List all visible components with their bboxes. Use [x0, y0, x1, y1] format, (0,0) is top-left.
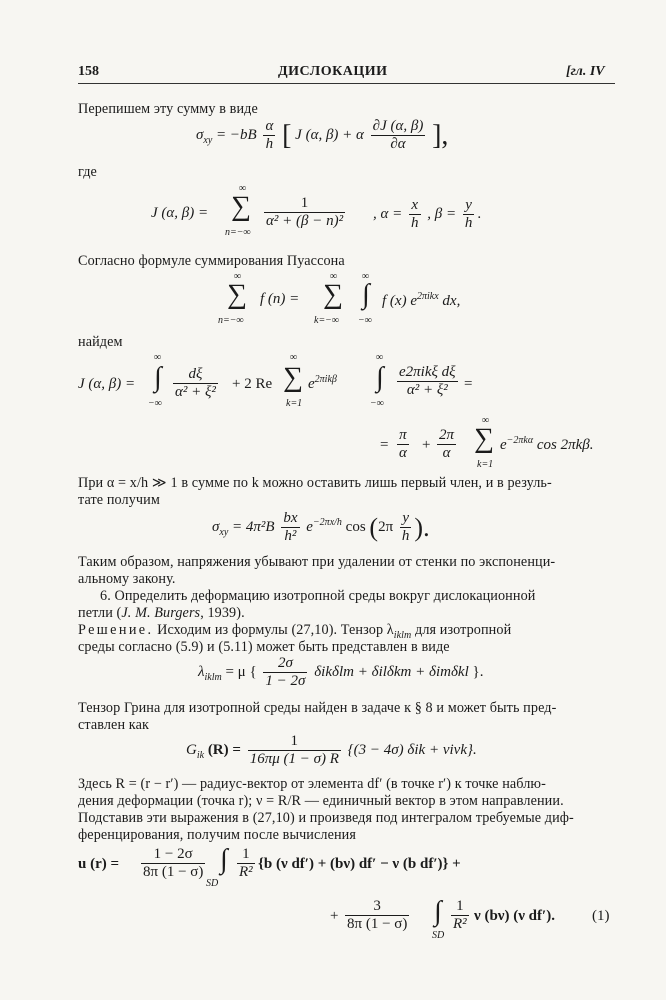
eq1-bracket-open: [ [282, 119, 292, 151]
eq3-sum1-lower: n=−∞ [218, 315, 244, 326]
running-title: ДИСЛОКАЦИИ [278, 64, 388, 79]
eq10-plus: + [330, 908, 339, 924]
problem-6-text-a: петли ( [78, 605, 122, 621]
eq6-exp-base: e [306, 519, 313, 536]
eq4-exp-pow: 2πikβ [314, 374, 337, 385]
eq4-sum-lower: k=1 [286, 398, 303, 409]
paragraph-9-line-1: Тензор Грина для изотропной среды найден в задаче к § 8 и может быть пред- [78, 700, 557, 716]
eq1-deriv-num: ∂J (α, β) [371, 118, 426, 136]
eq2-rest1: , α = [373, 206, 403, 223]
equation-3 [218, 271, 518, 331]
paragraph-2: где [78, 164, 97, 180]
solution-text-end: для изотропной [411, 622, 512, 638]
page-number: 158 [78, 64, 99, 79]
eq4-int1-lower: −∞ [148, 398, 162, 409]
eq6-a-den: h [401, 528, 410, 545]
solution-line-2: среды согласно (5.9) и (5.11) может быть представлен в виде [78, 639, 450, 655]
eq2-fraction [261, 195, 348, 231]
eq6-arg-fraction [400, 510, 412, 546]
eq3-int-lower: −∞ [358, 315, 372, 326]
equation-2 [151, 183, 571, 243]
eq4-end: = [464, 376, 473, 392]
eq6-fraction [281, 510, 299, 546]
eq5-fraction-1 [394, 427, 412, 463]
problem-6-line-1: 6. Определить деформацию изотропной среды вокруг дислокационной [100, 588, 536, 604]
eq6-cos: cos [345, 519, 366, 536]
eq5-tail [500, 435, 594, 454]
eq8-lhs-sub: ik [196, 750, 205, 762]
eq7-lhs-sub: iklm [204, 672, 222, 684]
equation-number: (1) [592, 908, 610, 924]
eq3-sum2-upper: ∞ [330, 271, 338, 282]
paragraph-10-line-4: ференцирования, получим после вычисления [78, 827, 356, 843]
eq7-lhs: λ [198, 664, 205, 681]
eq9-f2-num: 1 [237, 846, 255, 864]
eq3-int-symbol: ∫ [362, 279, 370, 310]
eq2-frac-num: 1 [264, 195, 345, 213]
eq1-lhs: σ [196, 127, 204, 144]
eq6-f-den: h² [284, 528, 297, 545]
eq6-f-num: bx [281, 510, 299, 528]
eq8-f-num: 1 [248, 733, 341, 751]
eq6-exp-pow: −2πx/h [312, 517, 342, 529]
eq4-sum-symbol: ∑ [283, 362, 303, 393]
eq4-f1-num: dξ [173, 366, 218, 384]
eq1-eq: = −bB [216, 127, 257, 144]
eq9-f1-den: 8π (1 − σ) [143, 864, 204, 881]
eq10-f2-num: 1 [451, 898, 469, 916]
paragraph-10-line-2: дения деформации (точка r); ν = R/R — единичный вектор в этом направлении. [78, 793, 564, 809]
equation-9 [78, 840, 498, 896]
eq6-paren-close: ). [414, 512, 430, 542]
paragraph-5-line-1: При α = x/h ≫ 1 в сумме по k можно оставить лишь первый член, и в резуль- [78, 475, 552, 491]
eq5-exp-base: e [500, 437, 507, 453]
eq1-term1: J (α, β) + α [295, 127, 364, 144]
paragraph-5-line-2: тате получим [78, 492, 160, 508]
eq8-f-den: 16πμ (1 − σ) R [249, 751, 339, 768]
eq2-rest2: , β = [427, 206, 457, 223]
eq5-f2-den: α [442, 445, 451, 462]
eq7-eq: = μ { [225, 664, 257, 681]
eq9-rest: {b (ν df′) + (bν) df′ − ν (b df′)} + [258, 856, 461, 872]
eq4-exp-base: e [308, 376, 315, 392]
eq4-f2-num: e2πikξ dξ [397, 364, 458, 382]
solution-line-1 [78, 622, 511, 641]
eq10-int-symbol: ∫ [434, 896, 442, 927]
eq3-mid: f (n) = [260, 291, 300, 307]
eq2-sum-upper: ∞ [239, 183, 247, 194]
eq6-eq: = 4π²B [232, 519, 275, 536]
eq3-sum2-symbol: ∑ [323, 279, 343, 310]
eq5-f1-num: π [397, 427, 409, 445]
eq2-a-num: x [409, 197, 421, 215]
paragraph-9-line-2: ставлен как [78, 717, 149, 733]
eq9-fraction-2 [234, 846, 258, 882]
eq1-frac-num: α [263, 118, 275, 136]
eq4-lhs: J (α, β) = [78, 376, 136, 392]
eq9-int-symbol: ∫ [220, 844, 228, 875]
eq1-deriv-den: ∂α [390, 136, 406, 153]
eq2-b-num: y [463, 197, 475, 215]
eq4-sum-upper: ∞ [290, 352, 298, 363]
eq8-arg: (R) = [207, 742, 241, 759]
paragraph-3: Согласно формуле суммирования Пуассона [78, 253, 345, 269]
eq5-sum-upper: ∞ [482, 415, 490, 426]
eq10-fraction-1 [342, 898, 412, 934]
eq3-sum1-symbol: ∑ [227, 279, 247, 310]
paragraph-1: Перепишем эту сумму в виде [78, 101, 258, 117]
eq7-terms: δikδlm + δilδkm + δimδkl [314, 664, 469, 681]
eq5-f1-den: α [399, 445, 407, 462]
eq10-f1-num: 3 [345, 898, 409, 916]
eq5-eq: = [380, 437, 389, 453]
solution-tensor-sub: iklm [393, 629, 412, 641]
eq3-integrand-text: f (x) e [382, 293, 417, 309]
eq2-a-den: h [411, 215, 419, 232]
eq2-end: . [477, 206, 482, 223]
equation-7 [198, 655, 483, 691]
eq4-int2-upper: ∞ [376, 352, 384, 363]
paragraph-10-line-1: Здесь R = (r − r′) — радиус-вектор от элемента df′ (в точке r′) к точке наблю- [78, 776, 546, 792]
problem-6-line-2 [78, 605, 245, 622]
eq4-f2-den: α² + ξ² [406, 382, 448, 399]
eq1-frac-den: h [265, 136, 274, 153]
eq3-integrand [382, 291, 460, 310]
eq4-int2-symbol: ∫ [376, 362, 384, 393]
equation-6 [212, 510, 430, 546]
header-rule [78, 83, 615, 84]
eq1-derivative [371, 118, 426, 154]
eq2-lhs: J (α, β) = [151, 205, 209, 221]
eq9-int-lower: SD [206, 878, 219, 889]
eq2-b-den: h [464, 215, 473, 232]
eq1-bracket-close: ], [432, 119, 449, 151]
eq4-int1-symbol: ∫ [154, 362, 162, 393]
eq5-sum-symbol: ∑ [474, 423, 494, 454]
eq8-rest: {(3 − 4σ) δik + νiνk}. [347, 742, 477, 759]
eq1-lhs-sub: xy [203, 135, 213, 147]
eq5-sum-lower: k=1 [477, 459, 494, 470]
eq3-sum2-lower: k=−∞ [314, 315, 340, 326]
eq8-fraction [248, 733, 341, 769]
eq9-lhs: u (r) = [78, 856, 120, 872]
eq4-fraction-1 [170, 366, 221, 402]
problem-6-citation: J. M. Burgers [121, 605, 201, 621]
eq1-fraction [263, 118, 275, 154]
eq4-exp [308, 374, 337, 393]
eq6-lhs: σ [212, 519, 220, 536]
eq5-f2-num: 2π [437, 427, 456, 445]
eq10-f1-den: 8π (1 − σ) [347, 916, 408, 933]
paragraph-6-line-1: Таким образом, напряжения убывают при удалении от стенки по экспоненци- [78, 554, 556, 570]
eq2-frac-den: α² + (β − n)² [266, 213, 344, 230]
eq10-fraction-2 [448, 898, 472, 934]
eq5-plus: + [422, 437, 431, 453]
eq2-sum-symbol: ∑ [231, 191, 251, 222]
eq3-sum1-upper: ∞ [234, 271, 242, 282]
eq10-f2-den: R² [453, 916, 467, 933]
eq10-rest: ν (bν) (ν df′). [474, 908, 555, 924]
eq3-int-upper: ∞ [362, 271, 370, 282]
eq9-f1-num: 1 − 2σ [141, 846, 205, 864]
eq3-exponent: 2πikx [416, 291, 439, 302]
eq5-exp-pow: −2πkα [506, 435, 534, 446]
eq5-fraction-2 [434, 427, 459, 463]
problem-6-text-b: , 1939). [200, 605, 245, 621]
eq9-fraction-1 [138, 846, 208, 882]
eq4-int1-upper: ∞ [154, 352, 162, 363]
solution-text: Исходим из формулы (27,10). Тензор λ [153, 622, 394, 638]
eq2-sum-lower: n=−∞ [225, 227, 251, 238]
equation-1 [196, 118, 448, 154]
solution-label: Решение. [78, 622, 154, 638]
equation-4 [78, 352, 478, 414]
eq7-f-num: 2σ [263, 655, 307, 673]
eq7-end: }. [472, 664, 484, 681]
eq6-paren-open: ( [369, 512, 379, 542]
eq7-f-den: 1 − 2σ [265, 673, 306, 690]
eq5-tail-text: cos 2πkβ. [536, 437, 594, 453]
equation-8 [186, 733, 477, 769]
eq4-plus-re: + 2 Re [232, 376, 273, 392]
eq6-lhs-sub: xy [219, 527, 229, 539]
equation-5 [380, 415, 620, 477]
eq4-int2-lower: −∞ [370, 398, 384, 409]
eq4-fraction-2 [394, 364, 461, 400]
eq6-a-num: y [400, 510, 412, 528]
eq10-int-lower: SD [432, 930, 445, 941]
paragraph-6-line-2: альному закону. [78, 571, 176, 587]
eq6-arg: 2π [378, 519, 394, 536]
equation-10 [330, 892, 620, 948]
eq4-f1-den: α² + ξ² [175, 384, 216, 401]
eq3-dx: dx, [442, 293, 461, 309]
paragraph-10-line-3: Подставив эти выражения в (27,10) и произведя под интегралом требуемые диф- [78, 810, 574, 826]
paragraph-4: найдем [78, 334, 123, 350]
chapter-label: [гл. IV [566, 64, 605, 79]
eq8-lhs: G [186, 742, 197, 759]
eq2-alpha-def [373, 197, 481, 233]
eq7-fraction [263, 655, 307, 691]
eq9-f2-den: R² [239, 864, 253, 881]
